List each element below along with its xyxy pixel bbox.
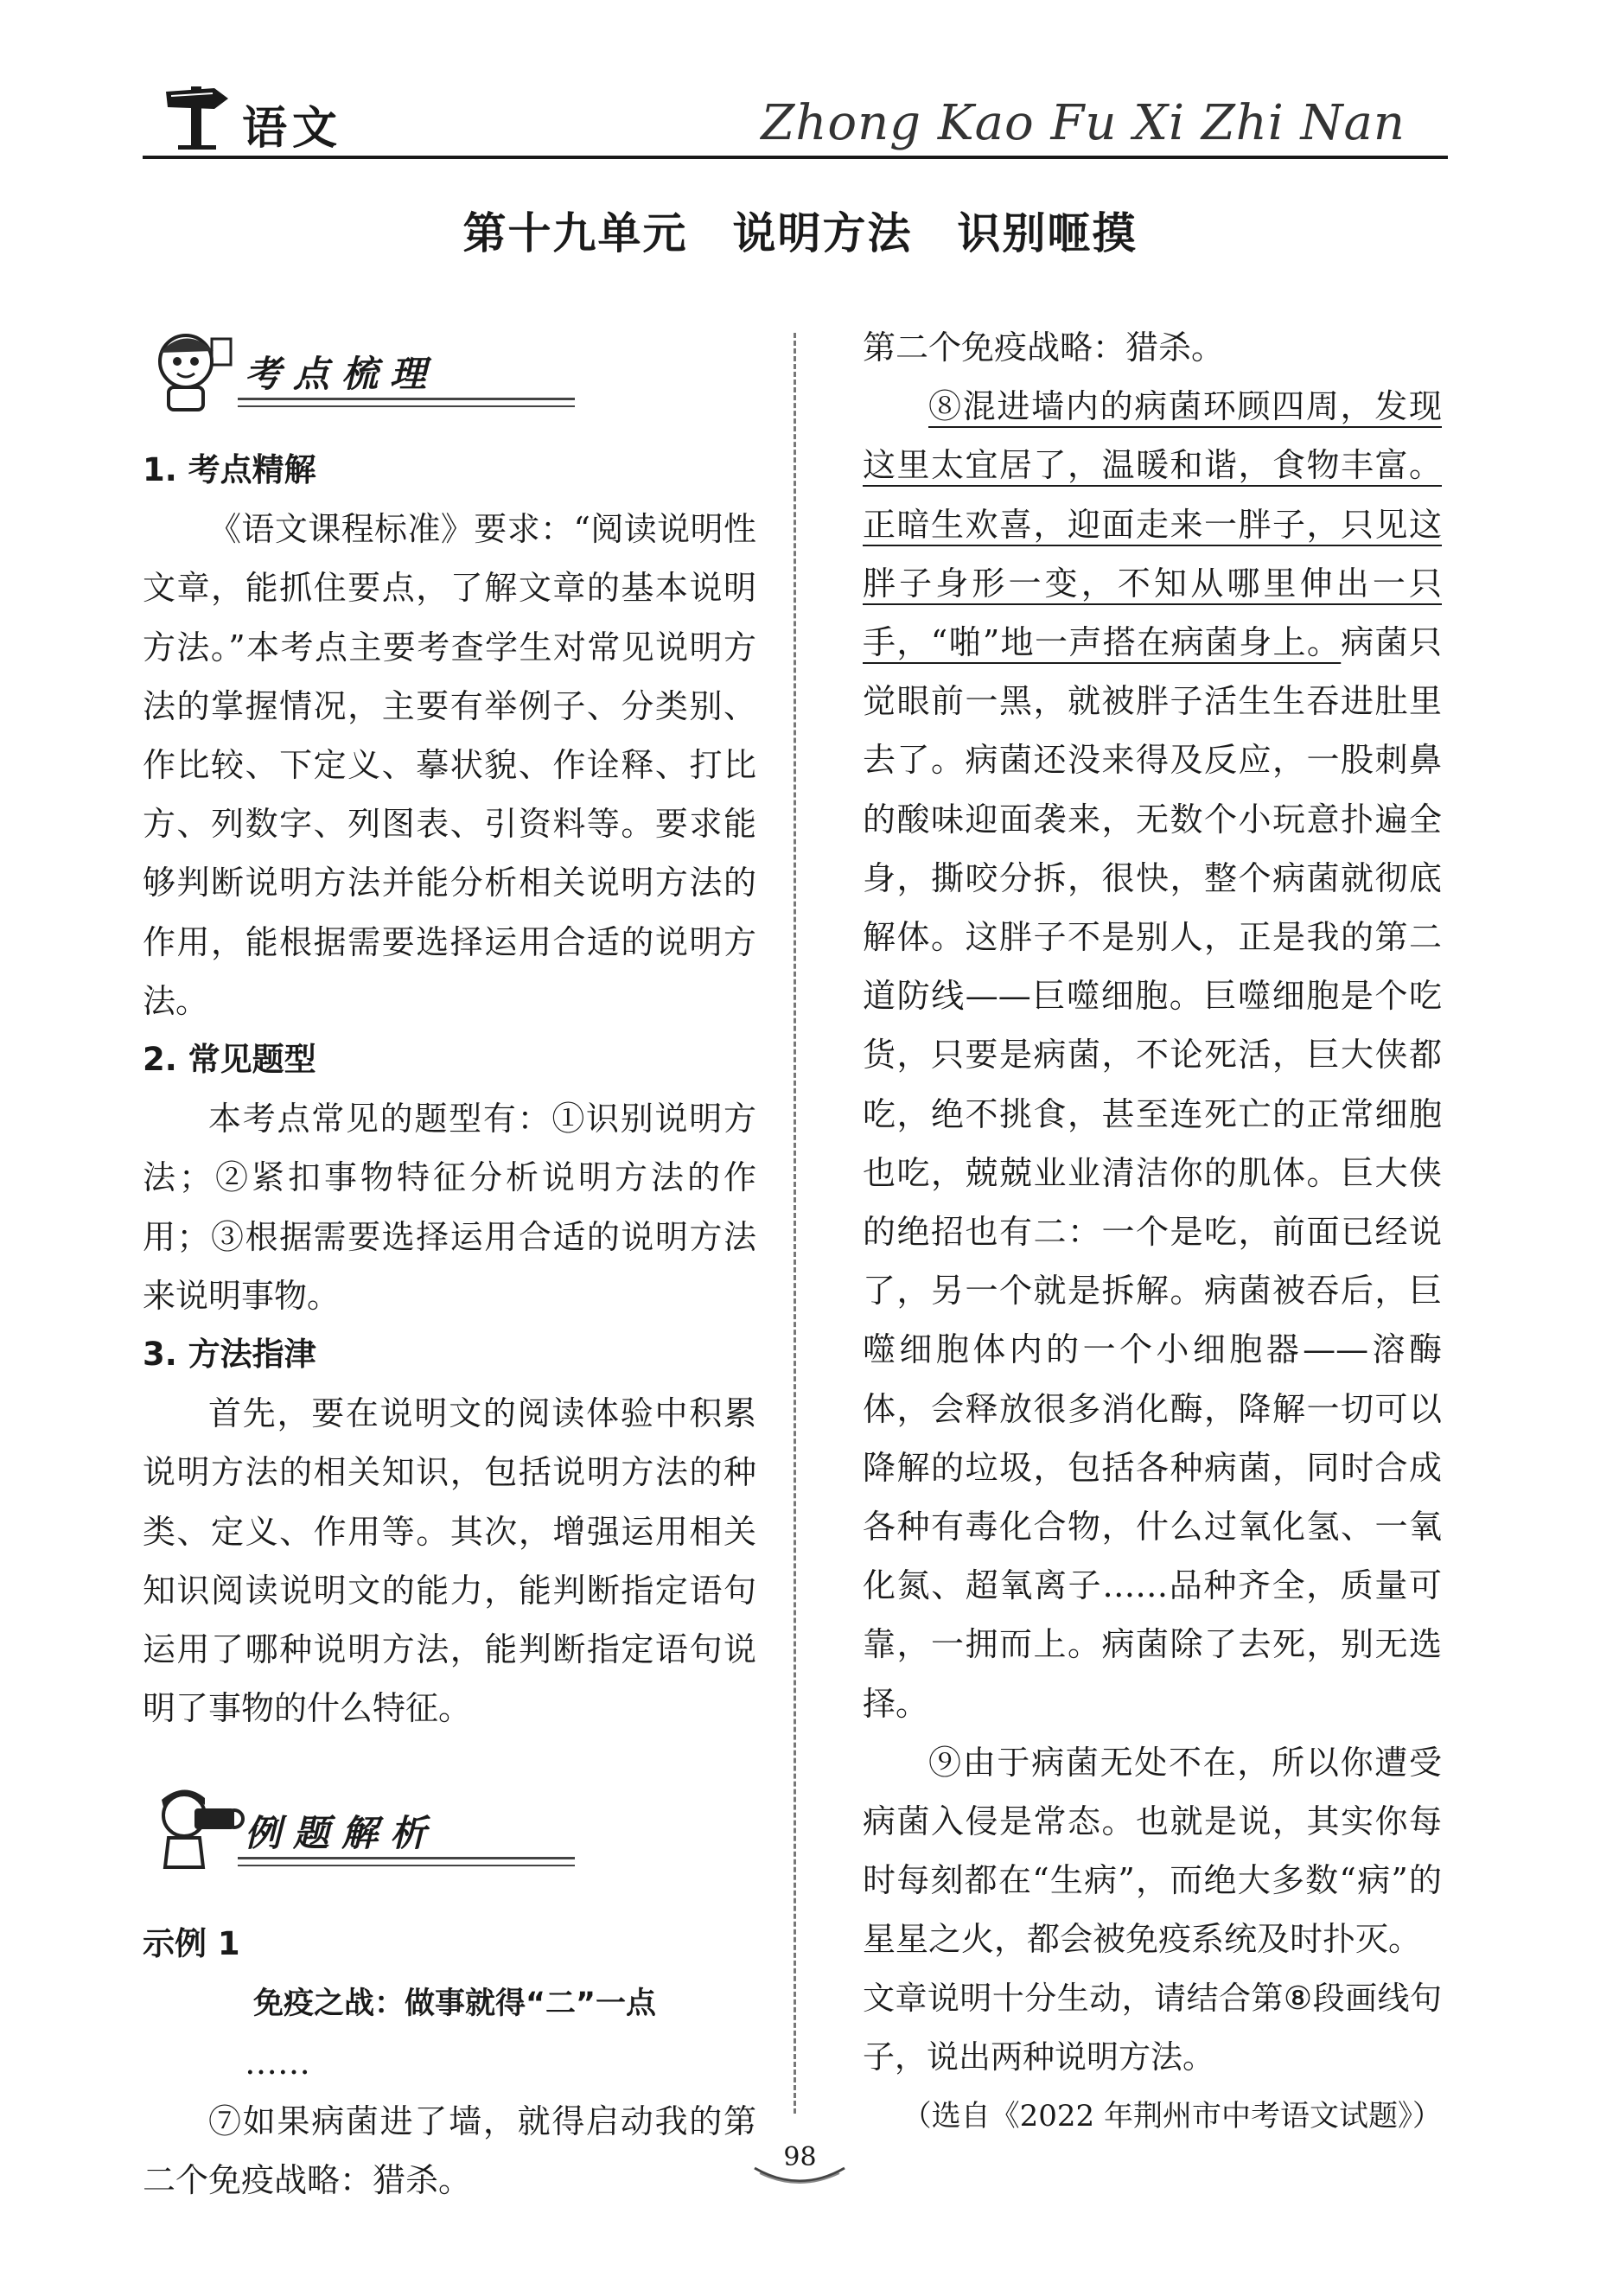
header-rule bbox=[143, 156, 1448, 159]
subject-label: 语文 bbox=[242, 102, 343, 155]
ellipsis: …… bbox=[245, 2043, 310, 2082]
underlined-sentence: ⑧混进墙内的病菌环顾四周，发现这里太宜居了，温暖和谐，食物丰富。正暗生欢喜，迎面走来一胖子，只见这胖子身形一变，不知从哪里伸出一只手，“啪”地一声搭在病菌身上。 bbox=[863, 387, 1442, 662]
paragraph-7: ⑦如果病菌进了墙，就得启动我的第二个免疫战略：猎杀。 bbox=[143, 2102, 756, 2200]
section-title-kaodian: 考点梳理 bbox=[245, 353, 439, 395]
signpost-logo-icon bbox=[163, 80, 232, 150]
paragraph-7-continued: 第二个免疫战略：猎杀。 bbox=[863, 328, 1225, 367]
section-title-liti: 例题解析 bbox=[245, 1812, 439, 1854]
page-number-ornament-icon bbox=[748, 2142, 851, 2185]
section-banner-kaodian bbox=[143, 322, 592, 417]
student-mascot-icon bbox=[143, 322, 238, 417]
page-number-area bbox=[0, 2142, 1600, 2172]
heading-changjian-tixing: 2. 常见题型 bbox=[143, 1041, 316, 1079]
paragraph-9: ⑨由于病菌无处不在，所以你遭受病菌入侵是常态。也就是说，其实你每时每刻都在“生病”，而绝大多数“病”的星星之火，都会被免疫系统及时扑灭。 bbox=[863, 1743, 1442, 1959]
heading-fangfa-zhijin: 3. 方法指津 bbox=[143, 1336, 316, 1374]
paragraph-fangfa-zhijin: 首先，要在说明文的阅读体验中积累说明方法的相关知识，包括说明方法的种类、定义、作用等。其次，增强运用相关知识阅读说明文的能力，能判断指定语句运用了哪种说明方法，能判断指定语句说明了事物的什么特征。 bbox=[143, 1394, 756, 1728]
source-citation: （选自《2022 年荆州市中考语文试题》） bbox=[902, 2099, 1442, 2134]
banner-ribbon bbox=[238, 398, 575, 407]
paragraph-changjian-tixing: 本考点常见的题型有：①识别说明方法；②紧扣事物特征分析说明方法的作用；③根据需要选择运用合适的说明方法来说明事物。 bbox=[143, 1100, 756, 1315]
paragraph-8-rest: 病菌只觉眼前一黑，就被胖子活生生吞进肚里去了。病菌还没来得及反应，一股刺鼻的酸味迎面袭来，无数个小玩意扑遍全身，撕咬分拆，很快，整个病菌就彻底解体。这胖子不是别人，正是我的第二道防线——巨噬细胞。巨噬细胞是个吃货，只要是病菌，不论死活，巨大侠都吃，绝不挑食，甚至连死亡的正常细胞也吃，兢兢业业清洁你的肌体。巨大侠的绝招也有二：一个是吃，前面已经说了，另一个就是拆解。病菌被吞后，巨噬细胞体内的一个小细胞器——溶酶体，会释放很多消化酶，降解一切可以降解的垃圾，包括各种病菌，同时合成各种有毒化合物，什么过氧化氢、一氧化氮、超氧离子……品种齐全，质量可靠，一拥而上。病菌除了去死，别无选择。 bbox=[863, 623, 1442, 1723]
paragraph-kaodian-jingjie: 《语文课程标准》要求：“阅读说明性文章，能抓住要点，了解文章的基本说明方法。”本考点主要考查学生对常见说明方法的掌握情况，主要有举例子、分类别、作比较、下定义、摹状貌、作诠释、打比方、列数字、列图表、引资料等。要求能够判断说明方法并能分析相关说明方法的作用，能根据需要选择运用合适的说明方法。 bbox=[143, 510, 756, 1020]
right-column bbox=[863, 318, 1442, 2146]
left-column bbox=[143, 441, 756, 2200]
heading-kaodian-jingjie: 1. 考点精解 bbox=[143, 451, 316, 488]
page-number: 98 bbox=[783, 2142, 817, 2172]
column-divider bbox=[794, 333, 796, 2114]
paragraph-8 bbox=[863, 377, 1442, 1733]
series-title: Zhong Kao Fu Xi Zhi Nan bbox=[761, 95, 1406, 151]
reading-text-title: 免疫之战：做事就得“二”一点 bbox=[253, 1986, 657, 2021]
example-label: 示例 1 bbox=[143, 1925, 240, 1963]
unit-title: 第十九单元 说明方法 识别咂摸 bbox=[462, 207, 1138, 258]
question-text: 文章说明十分生动，请结合第⑧段画线句子，说出两种说明方法。 bbox=[863, 1979, 1442, 2076]
